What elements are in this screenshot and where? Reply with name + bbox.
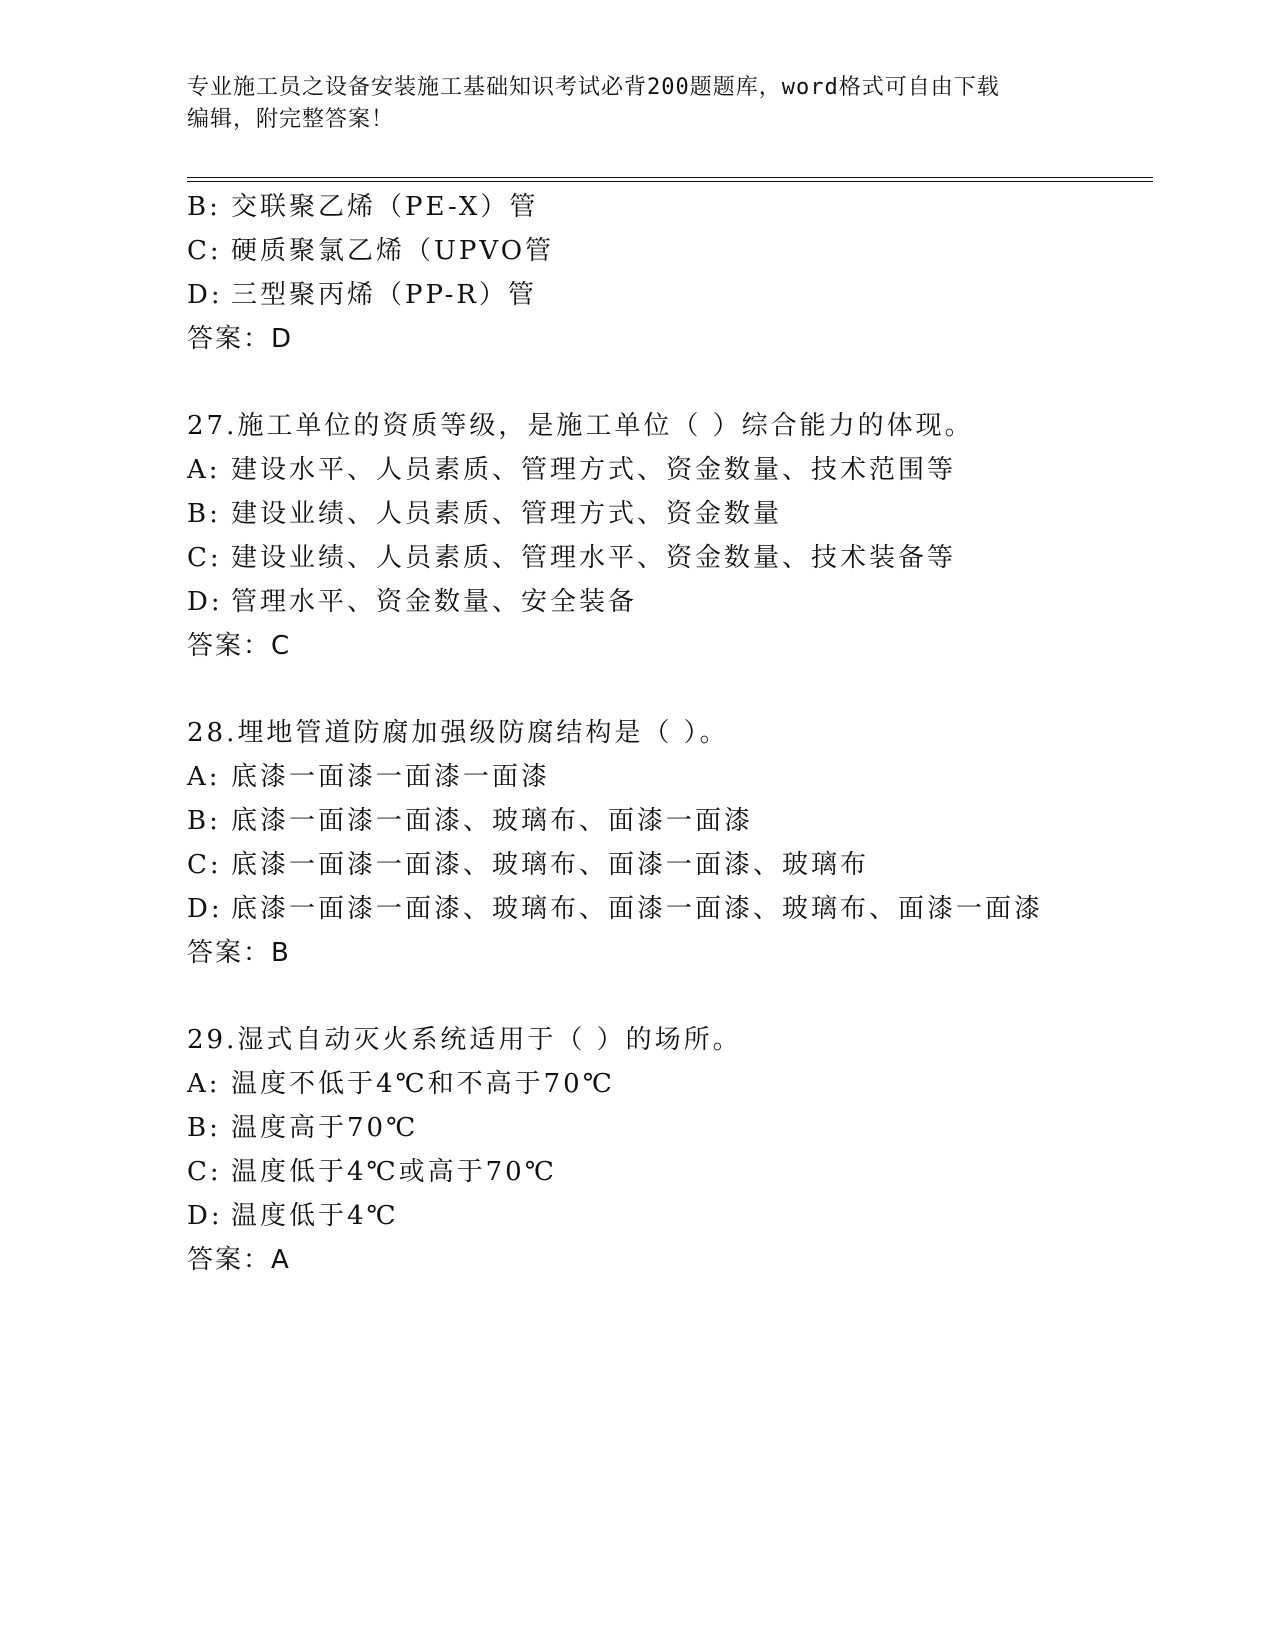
q27-option-a xyxy=(187,453,956,487)
q28-question: 28.埋地管道防腐加强级防腐结构是（ ）。 xyxy=(187,718,729,748)
q27-option-c xyxy=(187,541,956,575)
option-text: 温度低于4℃或高于70℃ xyxy=(231,1157,557,1187)
option-key: D: xyxy=(187,894,223,924)
q29-option-b xyxy=(187,1111,418,1145)
q29-question: 29.湿式自动灭火系统适用于（ ）的场所。 xyxy=(187,1025,742,1055)
q29-option-d xyxy=(187,1199,399,1233)
q27-option-d xyxy=(187,585,637,619)
option-text: 交联聚乙烯（PE-X）管 xyxy=(231,192,539,222)
q27-question: 27.施工单位的资质等级，是施工单位（ ）综合能力的体现。 xyxy=(187,411,974,441)
option-text: 底漆一面漆一面漆一面漆 xyxy=(231,762,551,792)
option-text: 底漆一面漆一面漆、玻璃布、面漆一面漆、玻璃布 xyxy=(231,850,870,880)
q26-answer: 答案：D xyxy=(187,324,294,354)
header-divider-bottom xyxy=(187,181,1153,182)
option-text: 建设业绩、人员素质、管理方式、资金数量 xyxy=(231,499,783,529)
option-text: 温度低于4℃ xyxy=(231,1201,399,1231)
option-text: 建设业绩、人员素质、管理水平、资金数量、技术装备等 xyxy=(231,543,957,573)
option-text: 底漆一面漆一面漆、玻璃布、面漆一面漆 xyxy=(231,806,754,836)
q29-option-c xyxy=(187,1155,557,1189)
option-key: B: xyxy=(187,1113,221,1143)
q26-option-b xyxy=(187,190,538,224)
option-key: C: xyxy=(187,236,222,266)
option-key: A: xyxy=(187,455,221,485)
option-text: 硬质聚氯乙烯（UPVO管 xyxy=(231,236,555,266)
q28-option-d xyxy=(187,892,1043,926)
option-key: B: xyxy=(187,499,221,529)
option-key: D: xyxy=(187,1201,223,1231)
option-text: 温度高于70℃ xyxy=(231,1113,419,1143)
q29-answer: 答案：A xyxy=(187,1245,291,1275)
q26-option-c xyxy=(187,234,554,268)
option-key: D: xyxy=(187,280,223,310)
option-text: 底漆一面漆一面漆、玻璃布、面漆一面漆、玻璃布、面漆一面漆 xyxy=(231,894,1044,924)
option-key: B: xyxy=(187,192,221,222)
q26-option-d xyxy=(187,278,537,312)
q29-option-a xyxy=(187,1067,615,1101)
q27-answer: 答案：C xyxy=(187,631,292,661)
option-text: 三型聚丙烯（PP-R）管 xyxy=(231,280,537,310)
option-key: A: xyxy=(187,1069,221,1099)
header-divider-top xyxy=(187,177,1153,178)
option-key: C: xyxy=(187,543,222,573)
document-header xyxy=(187,72,1087,136)
option-text: 温度不低于4℃和不高于70℃ xyxy=(231,1069,615,1099)
q28-option-c xyxy=(187,848,869,882)
header-line-1: 专业施工员之设备安装施工基础知识考试必背200题题库，word格式可自由下载 xyxy=(187,75,1000,100)
option-key: A: xyxy=(187,762,221,792)
option-text: 管理水平、资金数量、安全装备 xyxy=(231,587,638,617)
option-text: 建设水平、人员素质、管理方式、资金数量、技术范围等 xyxy=(231,455,957,485)
option-key: B: xyxy=(187,806,221,836)
header-line-2: 编辑，附完整答案！ xyxy=(187,107,395,132)
q28-option-a xyxy=(187,760,550,794)
option-key: C: xyxy=(187,1157,222,1187)
option-key: C: xyxy=(187,850,222,880)
q27-option-b xyxy=(187,497,782,531)
q28-answer: 答案：B xyxy=(187,938,291,968)
q28-option-b xyxy=(187,804,753,838)
option-key: D: xyxy=(187,587,223,617)
